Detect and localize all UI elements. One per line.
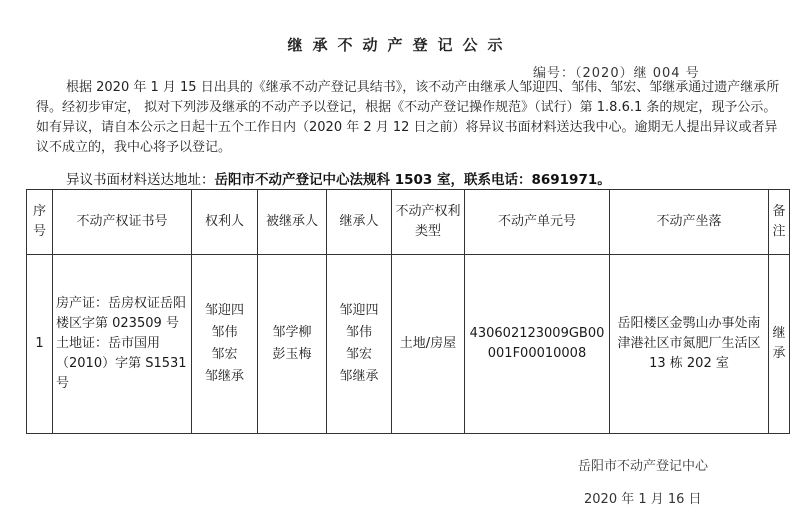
objection-address bbox=[66, 168, 611, 188]
heir-name: 邹宏 bbox=[345, 347, 372, 362]
issue-date: 2020 年 1 月 16 日 bbox=[584, 492, 702, 507]
header-location: 不动产坐落 bbox=[610, 190, 769, 255]
cell-cert-no: 房产证：岳房权证岳阳楼区字第 023509 号 土地证：岳市国用（2010）字第 S1531 号 bbox=[53, 255, 192, 434]
header-right-holder: 权利人 bbox=[192, 190, 258, 255]
page-title: 继承不动产登记公示 bbox=[287, 36, 513, 54]
cell-heirs bbox=[327, 255, 392, 434]
address-detail: 岳阳市不动产登记中心法规科 1503 室，联系电话：8691971。 bbox=[214, 172, 611, 188]
header-seq: 序号 bbox=[27, 190, 53, 255]
header-heir: 继承人 bbox=[327, 190, 392, 255]
header-cert-no: 不动产权证书号 bbox=[53, 190, 192, 255]
header-unit-no: 不动产单元号 bbox=[465, 190, 610, 255]
address-prefix: 异议书面材料送达地址： bbox=[66, 172, 215, 188]
notice-body bbox=[36, 78, 782, 158]
right-holder-name: 邹继承 bbox=[204, 369, 244, 384]
notice-paragraph: 根据 2020 年 1 月 15 日出具的《继承不动产登记具结书》，该不动产由继承人邹迎四、邹伟、邹宏、邹继承通过遗产继承所得。经初步审定， 拟对下列涉及继承的不动产予以登记，根据《不动产登记操作规范》（试行）第 1.8.6.1 条的规定，现予公示。如有异议，请自本公示之日起十五个工作日内（2020 年 2 月 12 日之前）将异议书面材料送达我中心。逾期无人提出异议或者异议不成立的，我中心将予以登记。 bbox=[36, 80, 780, 155]
header-deceased: 被继承人 bbox=[258, 190, 327, 255]
heir-name: 邹伟 bbox=[345, 325, 372, 340]
deceased-name: 彭玉梅 bbox=[272, 347, 312, 362]
cell-right-holders bbox=[192, 255, 258, 434]
header-right-type: 不动产权利类型 bbox=[392, 190, 465, 255]
right-holder-name: 邹伟 bbox=[211, 325, 238, 340]
cell-right-type: 土地/房屋 bbox=[392, 255, 465, 434]
cell-remark: 继承 bbox=[769, 255, 790, 434]
issuer-name: 岳阳市不动产登记中心 bbox=[578, 459, 709, 474]
heir-name: 邹继承 bbox=[339, 369, 379, 384]
right-holder-name: 邹迎四 bbox=[204, 303, 244, 318]
table-header-row bbox=[27, 190, 790, 255]
cell-seq: 1 bbox=[27, 255, 53, 434]
heir-name: 邹迎四 bbox=[339, 303, 379, 318]
document-number: 编号：（2020）继 004 号 bbox=[533, 66, 700, 81]
right-holder-name: 邹宏 bbox=[211, 347, 238, 362]
cell-location: 岳阳楼区金鹗山办事处南津港社区市氮肥厂生活区 13 栋 202 室 bbox=[610, 255, 769, 434]
property-table bbox=[26, 189, 790, 434]
table-row bbox=[27, 255, 790, 434]
cell-deceased bbox=[258, 255, 327, 434]
cell-unit-no: 430602123009GB00001F00010008 bbox=[465, 255, 610, 434]
deceased-name: 邹学柳 bbox=[272, 325, 312, 340]
header-remark: 备注 bbox=[769, 190, 790, 255]
